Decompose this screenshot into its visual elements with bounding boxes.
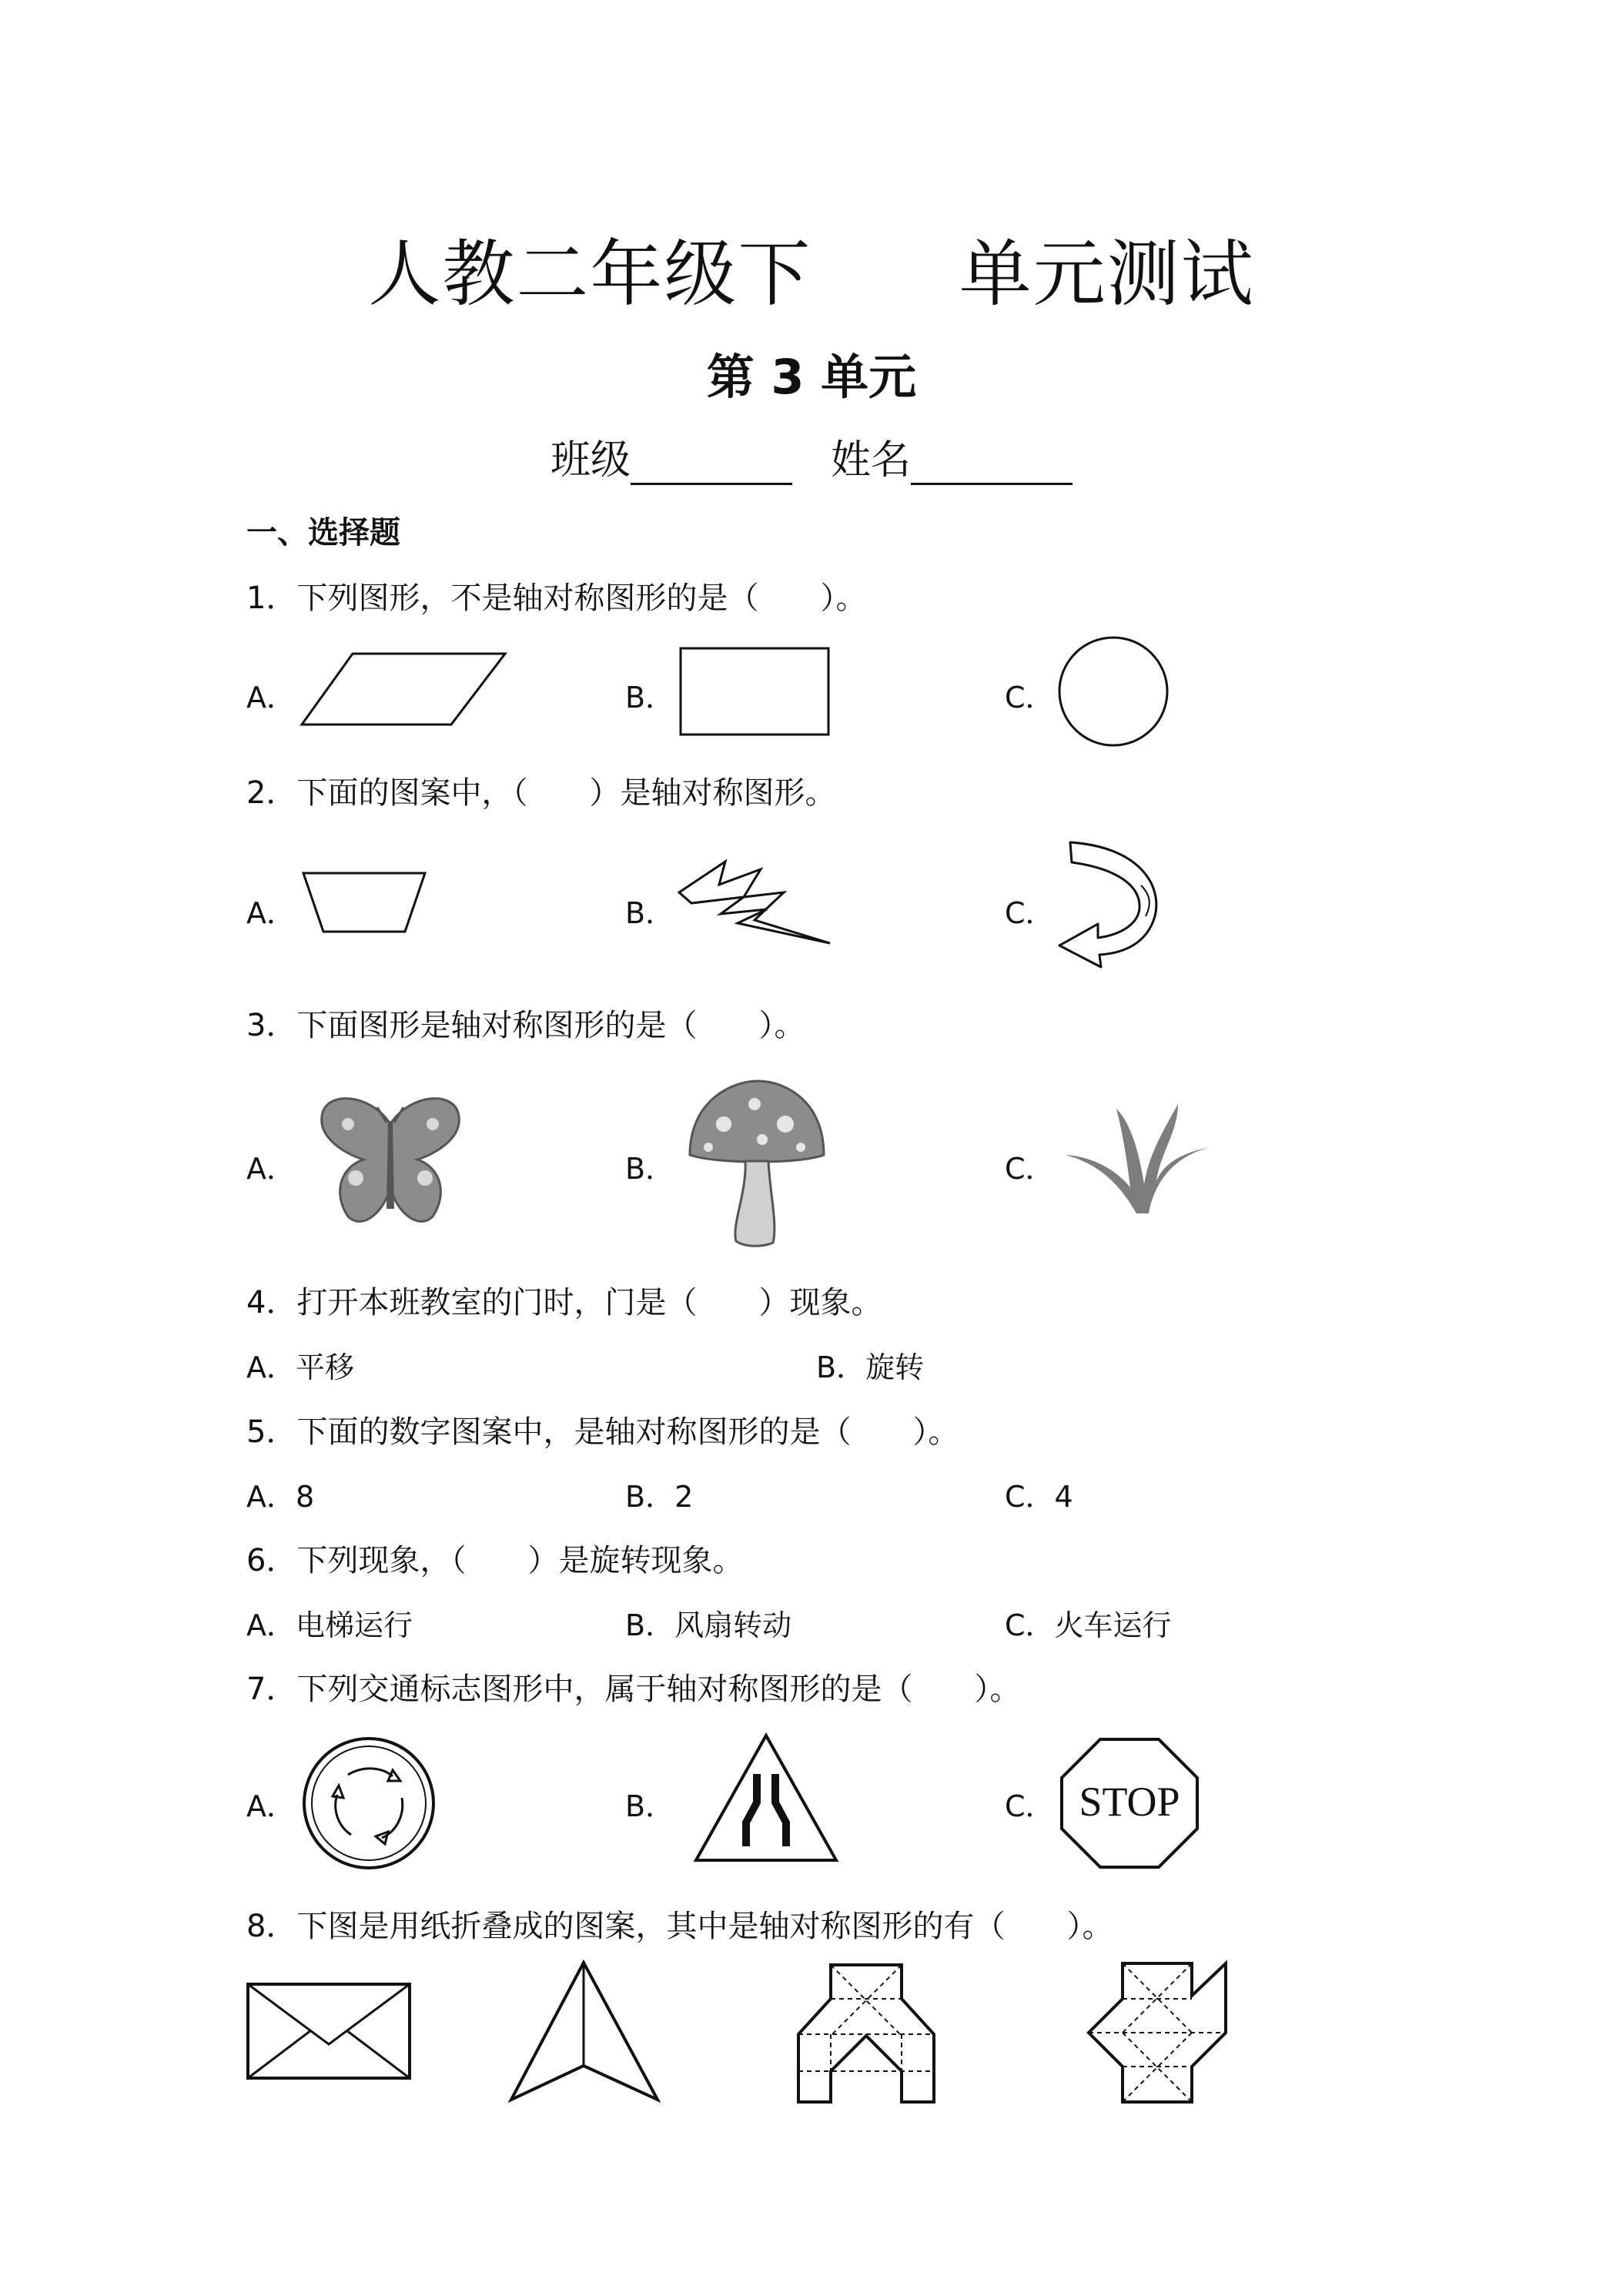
question-text: 下面的图案中，（ ）是轴对称图形。 — [296, 775, 836, 811]
question-text: 下列交通标志图形中，属于轴对称图形的是（ ）。 — [296, 1672, 1021, 1707]
option-a-label: A． — [246, 1152, 296, 1186]
road-narrows-sign-icon[interactable] — [693, 1732, 839, 1863]
option-a[interactable]: A．电梯运行 — [246, 1608, 413, 1642]
option-c-label: C． — [1005, 1152, 1055, 1186]
class-label: 班级 — [550, 437, 631, 484]
question-number: 2． — [246, 775, 297, 811]
question-number: 6． — [246, 1543, 297, 1578]
question-text: 下列现象，（ ）是旋转现象。 — [296, 1543, 744, 1578]
question-2 — [246, 768, 835, 812]
option-b[interactable]: B．旋转 — [816, 1350, 925, 1384]
envelope-icon[interactable] — [246, 1983, 411, 2080]
question-text: 下列图形，不是轴对称图形的是（ ）。 — [296, 581, 867, 616]
option-c-label: C． — [1005, 1789, 1055, 1823]
folded-fish-icon[interactable] — [1086, 1962, 1229, 2105]
unit-subtitle: 第 3 单元 — [706, 349, 917, 405]
stop-sign-text: STOP — [1079, 1779, 1180, 1825]
circle-icon[interactable] — [1057, 635, 1170, 748]
question-number: 5． — [246, 1414, 297, 1450]
option-a-label: A． — [246, 896, 296, 930]
lightning-icon[interactable] — [676, 858, 835, 948]
class-name-line — [0, 427, 1623, 485]
question-number: 3． — [246, 1008, 297, 1043]
question-7 — [246, 1665, 1020, 1709]
option-a-label: A． — [246, 1789, 296, 1823]
name-blank[interactable] — [911, 443, 1073, 485]
option-b-label: B． — [625, 1789, 675, 1823]
question-number: 1． — [246, 581, 297, 616]
option-c[interactable]: C．火车运行 — [1005, 1608, 1172, 1642]
stop-sign-icon[interactable] — [1059, 1736, 1200, 1870]
class-blank[interactable] — [631, 443, 792, 485]
question-text: 下图是用纸折叠成的图案，其中是轴对称图形的有（ ）。 — [296, 1909, 1113, 1944]
butterfly-icon[interactable] — [317, 1093, 463, 1229]
question-number: 7． — [246, 1672, 297, 1707]
curved-arrow-icon[interactable] — [1055, 839, 1163, 972]
paper-plane-icon[interactable] — [508, 1960, 659, 2103]
question-4 — [246, 1278, 882, 1322]
option-b[interactable]: B．风扇转动 — [625, 1608, 792, 1642]
section-title: 一、选择题 — [246, 515, 400, 551]
option-c-label: C． — [1005, 681, 1055, 715]
option-a[interactable]: A．8 — [246, 1480, 315, 1514]
question-text: 打开本班教室的门时，门是（ ）现象。 — [296, 1285, 882, 1320]
roundabout-sign-icon[interactable] — [302, 1736, 436, 1870]
question-3 — [246, 1001, 805, 1045]
page-title: 人教二年级下 单元测试 — [368, 233, 1255, 316]
option-a-label: A． — [246, 681, 296, 715]
folded-shape-icon[interactable] — [797, 1963, 935, 2104]
mushroom-icon[interactable] — [685, 1078, 828, 1249]
option-b[interactable]: B．2 — [625, 1480, 694, 1514]
option-a[interactable]: A．平移 — [246, 1350, 354, 1384]
question-text: 下面的数字图案中，是轴对称图形的是（ ）。 — [296, 1414, 959, 1450]
grass-icon[interactable] — [1062, 1101, 1213, 1217]
name-label: 姓名 — [831, 437, 912, 484]
parallelogram-icon[interactable] — [299, 651, 508, 728]
question-5 — [246, 1407, 959, 1451]
question-6 — [246, 1536, 743, 1580]
question-number: 8． — [246, 1909, 297, 1944]
option-b-label: B． — [625, 896, 675, 930]
rectangle-icon[interactable] — [679, 647, 830, 736]
trapezoid-icon[interactable] — [300, 870, 428, 935]
question-number: 4． — [246, 1285, 297, 1320]
question-1 — [246, 574, 866, 618]
option-b-label: B． — [625, 681, 675, 715]
option-c-label: C． — [1005, 896, 1055, 930]
option-c[interactable]: C．4 — [1005, 1480, 1073, 1514]
question-text: 下面图形是轴对称图形的是（ ）。 — [296, 1008, 805, 1043]
question-8 — [246, 1902, 1113, 1946]
option-b-label: B． — [625, 1152, 675, 1186]
